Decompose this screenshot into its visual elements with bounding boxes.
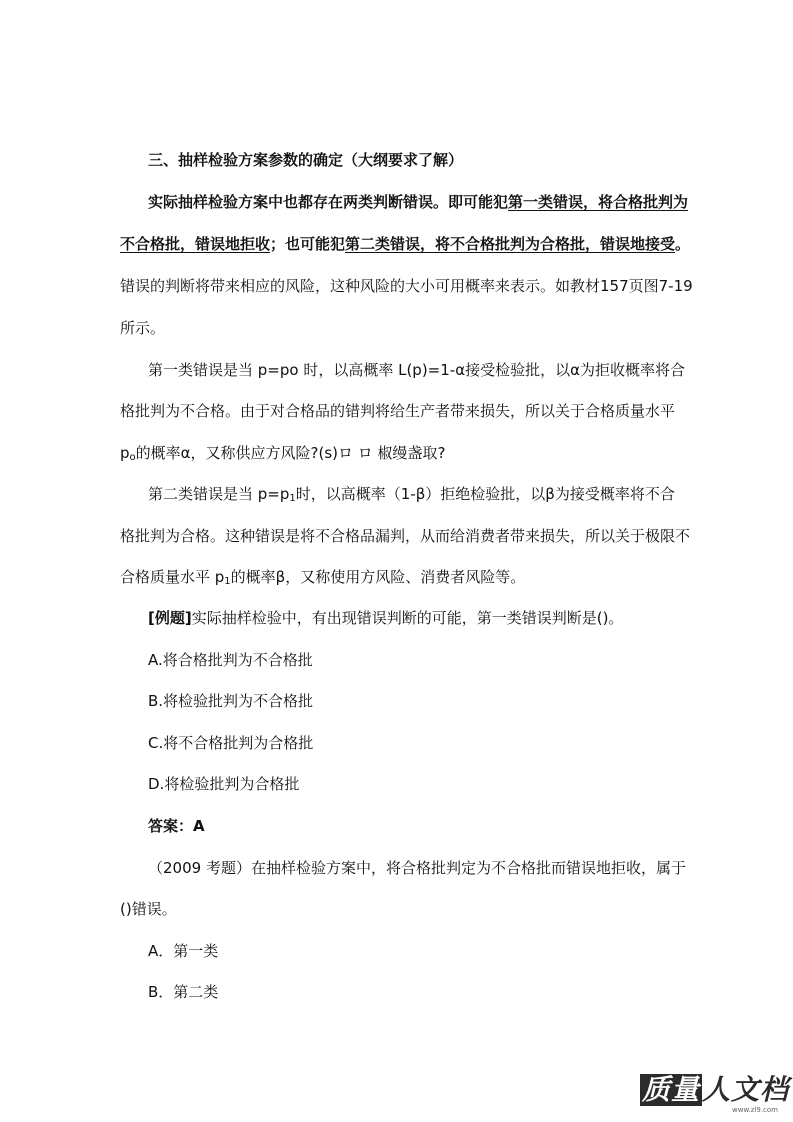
example2-option-b: B．第二类 xyxy=(148,983,219,1001)
logo-wordmark xyxy=(640,1074,789,1106)
type2-text: 合格质量水平 p xyxy=(120,568,225,586)
logo-url: www.zl9.com xyxy=(732,1106,779,1114)
example2-question-line-1: （2009 考题）在抽样检验方案中，将合格批判定为不合格批而错误地拒收，属于 xyxy=(148,859,686,877)
example1-option-d: D.将检验批判为合格批 xyxy=(148,775,300,793)
example-tag: [例题] xyxy=(148,609,192,627)
intro-line-2 xyxy=(120,234,690,254)
intro-underlined: 第一类错误，将合格批判为 xyxy=(508,193,689,211)
intro-underlined: 不合格批，错误地拒收 xyxy=(120,235,271,253)
intro-text: 。 xyxy=(675,235,691,253)
type1-line-1: 第一类错误是当 p=po 时，以高概率 L(p)=1-α接受检验批，以α为拒收概率将合 xyxy=(148,361,685,379)
type2-subscript: 1 xyxy=(289,493,296,504)
type1-subscript: o xyxy=(129,452,136,463)
example1-option-b: B.将检验批判为不合格批 xyxy=(148,692,314,710)
type1-line-2: 格批判为不合格。由于对合格品的错判将给生产者带来损失，所以关于合格质量水平 xyxy=(120,402,676,420)
section-title: 三、抽样检验方案参数的确定（大纲要求了解） xyxy=(148,151,464,169)
example1-answer: 答案：A xyxy=(148,817,205,835)
example2-question-line-2: ()错误。 xyxy=(120,900,177,918)
logo-text: 人文档 xyxy=(702,1073,790,1106)
type1-text: 的概率α，又称供应方风险?(s)ロ ロ 椒缦盏取? xyxy=(135,444,446,462)
watermark-logo xyxy=(640,1073,790,1114)
type2-text: 第二类错误是当 p=p xyxy=(148,485,290,503)
intro-line-4: 所示。 xyxy=(120,319,166,337)
intro-line-1 xyxy=(148,192,688,212)
type2-line-1 xyxy=(148,484,675,504)
type1-line-3 xyxy=(120,443,446,463)
intro-line-3: 错误的判断将带来相应的风险，这种风险的大小可用概率来表示。如教材157页图7-19 xyxy=(120,277,693,295)
type2-text: 的概率β，又称使用方风险、消费者风险等。 xyxy=(230,568,526,586)
type2-text: 时，以高概率（1-β）拒绝检验批，以β为接受概率将不合 xyxy=(295,485,675,503)
type2-subscript: 1 xyxy=(224,576,231,587)
example1-option-c: C.将不合格批判为合格批 xyxy=(148,734,314,752)
example1-option-a: A.将合格批判为不合格批 xyxy=(148,651,313,669)
intro-text: ；也可能犯 xyxy=(270,235,346,253)
example1-question xyxy=(148,608,623,628)
intro-text: 实际抽样检验方案中也都存在两类判断错误。即可能犯 xyxy=(148,193,509,211)
type2-line-2: 格批判为合格。这种错误是将不合格品漏判，从而给消费者带来损失，所以关于极限不 xyxy=(120,527,691,545)
example2-option-a: A．第一类 xyxy=(148,942,219,960)
type2-line-3 xyxy=(120,567,525,587)
logo-box-text: 质量 xyxy=(642,1073,701,1106)
example-question-text: 实际抽样检验中，有出现错误判断的可能，第一类错误判断是()。 xyxy=(191,609,624,627)
intro-underlined: 第二类错误，将不合格批判为合格批，错误地接受 xyxy=(345,235,676,253)
type1-text: p xyxy=(120,444,130,462)
